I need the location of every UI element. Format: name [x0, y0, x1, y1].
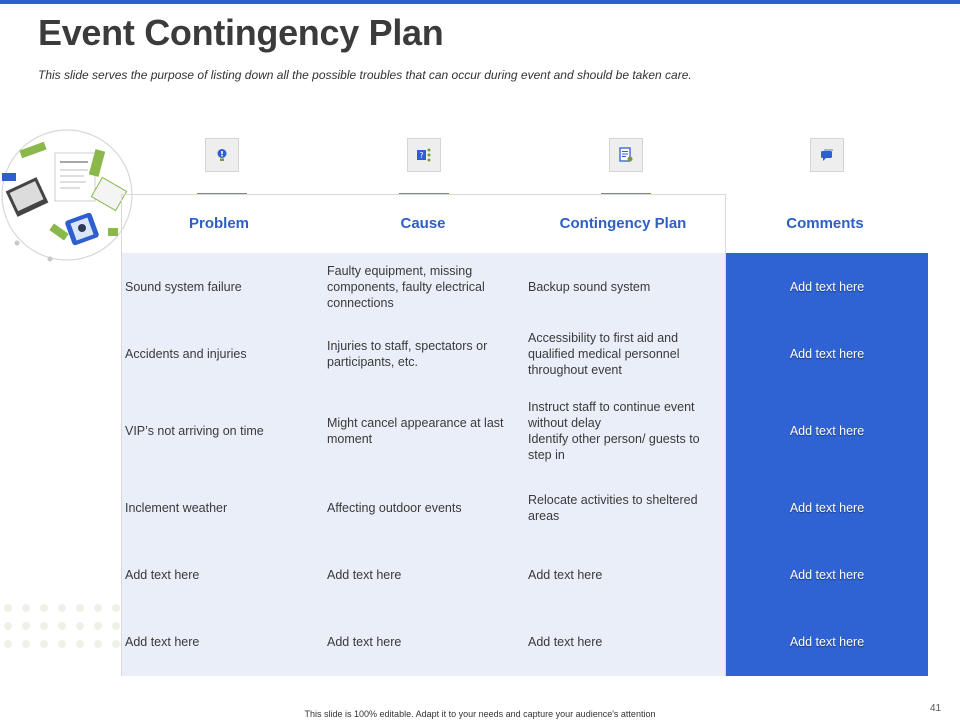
header-comments: Comments [786, 214, 864, 232]
problem-cell: Add text here [125, 635, 200, 649]
comment-cell[interactable]: Add text here [789, 347, 865, 361]
plan-cell: Add text here [528, 567, 603, 582]
plan-cell: Accessibility to first aid and qualified medical personnel throughout event [528, 331, 680, 377]
problem-cell: Inclement weather [125, 501, 228, 515]
top-accent-bar [0, 0, 960, 4]
document-icon [618, 147, 634, 163]
header-problem: Problem [188, 214, 249, 232]
comment-cell[interactable]: Add text here [789, 501, 865, 515]
header-contingency-plan: Contingency Plan [559, 214, 687, 232]
cause-header-icon-box [407, 138, 441, 172]
teamwork-illustration [0, 128, 134, 262]
cause-cell: Affecting outdoor events [327, 501, 462, 515]
header-cause: Cause [400, 214, 446, 232]
problem-header-icon-box [205, 138, 239, 172]
cause-cell: Add text here [327, 567, 402, 582]
lightbulb-icon [214, 147, 230, 163]
plan-cell: Add text here [528, 635, 603, 649]
comment-cell[interactable]: Add text here [789, 567, 865, 582]
plan-header-icon-box [609, 138, 643, 172]
cause-cell: Might cancel appearance at last moment [327, 416, 504, 446]
slide-subtitle: This slide serves the purpose of listing down all the possible troubles that can occur during event and should be taken care. [38, 68, 692, 82]
svg-text:?: ? [419, 151, 424, 160]
comment-cell[interactable]: Add text here [789, 635, 865, 649]
comment-cell[interactable]: Add text here [789, 424, 865, 438]
plan-cell: Instruct staff to continue event without delay Identify other person/ guests to step in [528, 400, 700, 462]
problem-cell: Add text here [125, 567, 200, 582]
cause-cell: Injuries to staff, spectators or participants, etc. [327, 339, 488, 369]
problem-cell: Sound system failure [125, 280, 242, 294]
question-icon [415, 146, 433, 164]
slide-footer: This slide is 100% editable. Adapt it to your needs and capture your audience's attention [304, 709, 656, 719]
problem-cell: Accidents and injuries [125, 347, 247, 361]
page-number: 41 [930, 703, 942, 714]
problem-cell: VIP’s not arriving on time [125, 424, 264, 438]
plan-cell: Backup sound system [528, 280, 651, 294]
chat-icon [819, 147, 835, 163]
cause-cell: Faulty equipment, missing components, faulty electrical connections [327, 264, 485, 310]
comment-cell[interactable]: Add text here [789, 280, 865, 294]
cause-cell: Add text here [327, 635, 402, 649]
comments-header-icon-box [810, 138, 844, 172]
plan-cell: Relocate activities to sheltered areas [528, 493, 698, 523]
slide-title: Event Contingency Plan [38, 12, 444, 53]
